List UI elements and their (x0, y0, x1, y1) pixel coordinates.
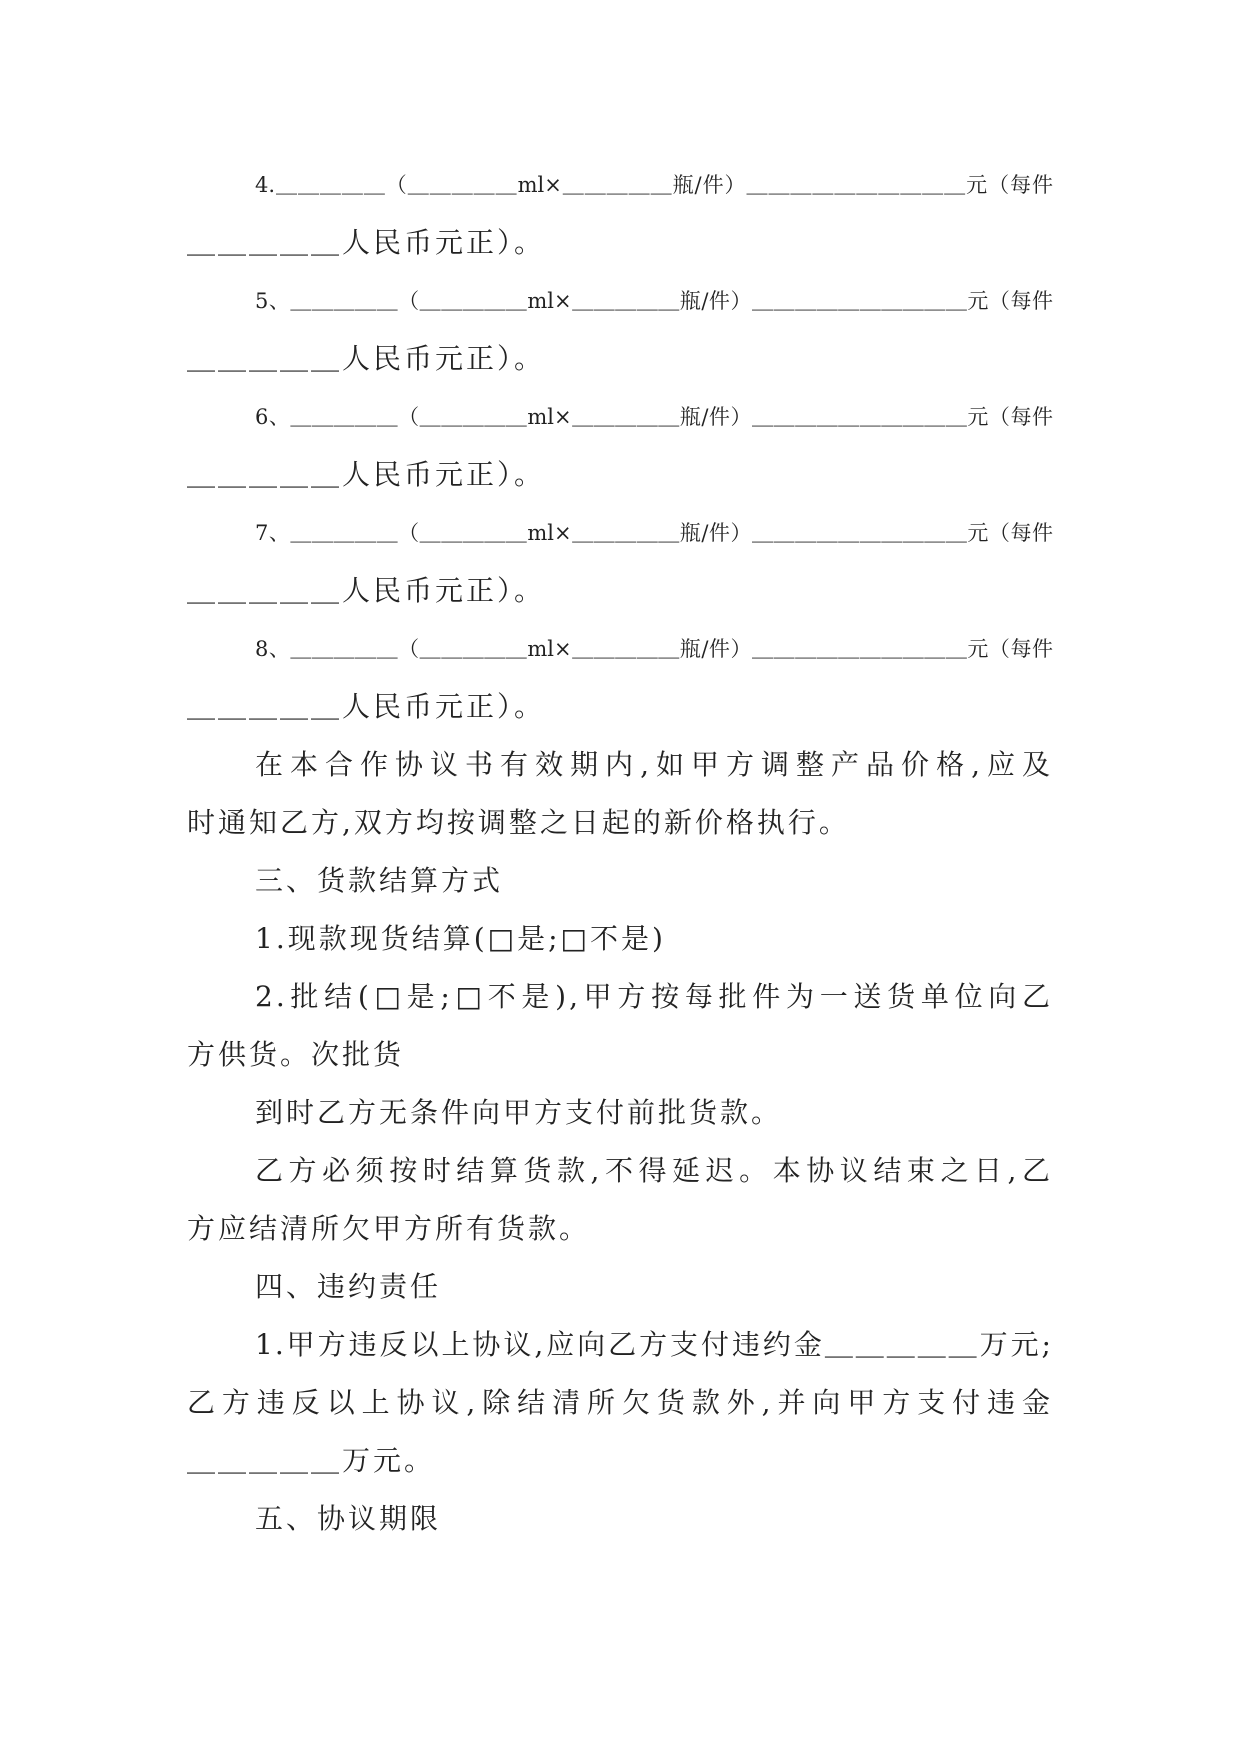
text-line: ＿＿＿＿＿人民币元正）。 (187, 226, 546, 259)
text-line: ＿＿＿＿＿人民币元正）。 (187, 458, 546, 491)
text-line: ＿＿＿＿＿人民币元正）。 (187, 574, 546, 607)
text-line: 时通知乙方,双方均按调整之日起的新价格执行。 (187, 806, 850, 839)
text-line: 五、协议期限 (255, 1502, 442, 1535)
text-line: 7、＿＿＿＿＿（＿＿＿＿＿ml×＿＿＿＿＿瓶/件）＿＿＿＿＿＿＿＿＿＿元（每件 (255, 521, 1053, 545)
text-line: 乙方违反以上协议,除结清所欠货款外,并向甲方支付违金 (187, 1386, 1053, 1419)
text-line: 四、违约责任 (255, 1270, 442, 1303)
text-line: 6、＿＿＿＿＿（＿＿＿＿＿ml×＿＿＿＿＿瓶/件）＿＿＿＿＿＿＿＿＿＿元（每件 (255, 405, 1053, 429)
text-line: ＿＿＿＿＿人民币元正）。 (187, 342, 546, 375)
text-line: 1.甲方违反以上协议,应向乙方支付违约金＿＿＿＿＿万元; (255, 1328, 1053, 1361)
text-line: 到时乙方无条件向甲方支付前批货款。 (255, 1096, 783, 1129)
text-line: 8、＿＿＿＿＿（＿＿＿＿＿ml×＿＿＿＿＿瓶/件）＿＿＿＿＿＿＿＿＿＿元（每件 (255, 637, 1053, 661)
text-line: 5、＿＿＿＿＿（＿＿＿＿＿ml×＿＿＿＿＿瓶/件）＿＿＿＿＿＿＿＿＿＿元（每件 (255, 289, 1053, 313)
document-body (187, 156, 1053, 1548)
text-line: 在本合作协议书有效期内,如甲方调整产品价格,应及 (255, 748, 1053, 781)
text-line: ＿＿＿＿＿万元。 (187, 1444, 436, 1477)
text-line: 4.＿＿＿＿＿（＿＿＿＿＿ml×＿＿＿＿＿瓶/件）＿＿＿＿＿＿＿＿＿＿元（每件 (255, 173, 1053, 197)
text-line: 1.现款现货结算(□是;□不是) (255, 922, 666, 955)
text-line: 方供货。次批货 (187, 1038, 405, 1071)
text-line: 方应结清所欠甲方所有货款。 (187, 1212, 591, 1245)
text-line: 2.批结(□是;□不是),甲方按每批件为一送货单位向乙 (255, 980, 1053, 1013)
text-line: 三、货款结算方式 (255, 864, 504, 897)
text-line: ＿＿＿＿＿人民币元正）。 (187, 690, 546, 723)
text-line: 乙方必须按时结算货款,不得延迟。本协议结束之日,乙 (255, 1154, 1053, 1187)
